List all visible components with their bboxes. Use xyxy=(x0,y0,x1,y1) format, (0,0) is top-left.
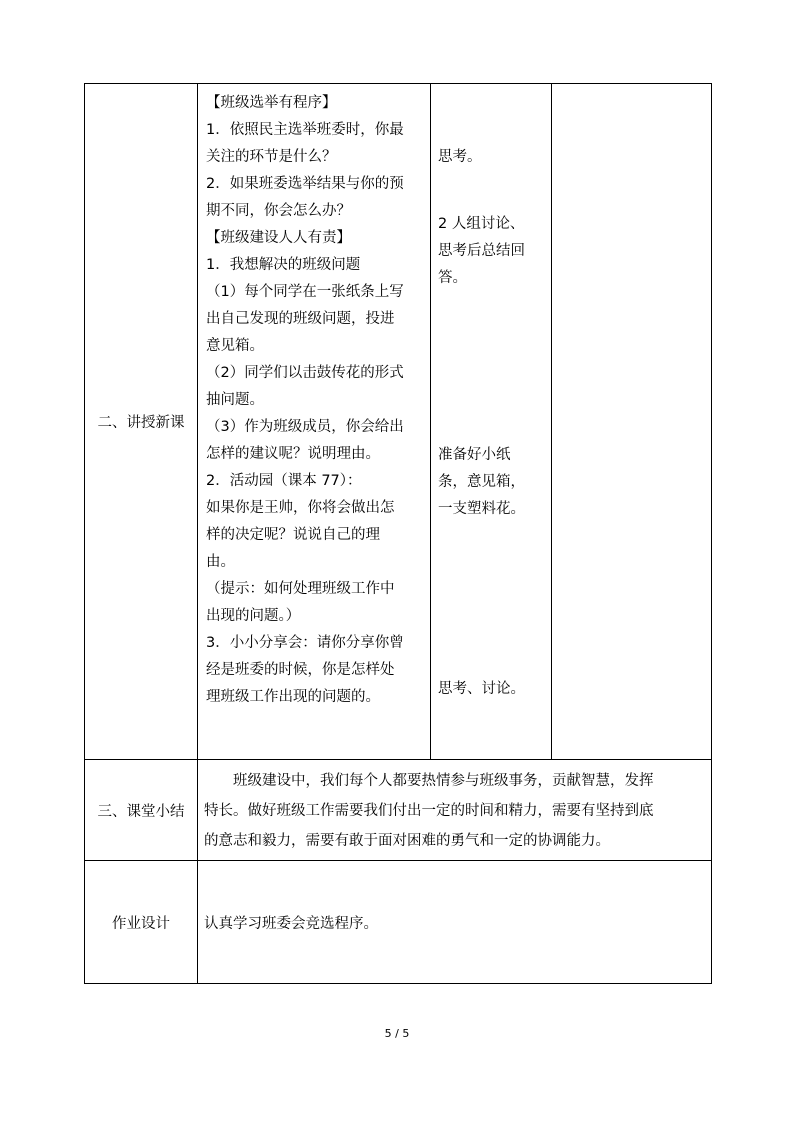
activity-line: 条，意见箱， xyxy=(438,474,525,490)
activity-line: 一支塑料花。 xyxy=(438,501,525,517)
student-activity-cell xyxy=(431,84,552,760)
content-line: （1）每个同学在一张纸条上写 xyxy=(206,284,404,300)
activity-line: 准备好小纸 xyxy=(438,447,511,463)
content-line: 2．如果班委选举结果与你的预 xyxy=(206,176,404,192)
homework-cell: 认真学习班委会竞选程序。 xyxy=(198,861,712,984)
content-line: 抽问题。 xyxy=(206,392,264,408)
content-line: 理班级工作出现的问题的。 xyxy=(206,689,380,705)
row-label-summary: 三、课堂小结 xyxy=(85,760,198,861)
activity-line: 思考、讨论。 xyxy=(438,681,525,697)
content-line: 3．小小分享会：请你分享你曾 xyxy=(206,635,404,651)
content-line: （提示：如何处理班级工作中 xyxy=(206,581,395,597)
summary-line: 的意志和毅力，需要有敢于面对困难的勇气和一定的协调能力。 xyxy=(204,833,610,849)
content-line: 期不同，你会怎么办？ xyxy=(206,203,351,219)
lesson-content-cell xyxy=(198,84,431,760)
content-line: 经是班委的时候，你是怎样处 xyxy=(206,662,395,678)
activity-think xyxy=(438,144,482,171)
content-line: 出现的问题。） xyxy=(206,608,301,624)
table-row-summary xyxy=(85,760,712,861)
content-line: 由。 xyxy=(206,554,235,570)
lesson-plan-table xyxy=(84,83,712,984)
content-line: 2．活动园（课本 77）： xyxy=(206,473,362,489)
content-line: （3）作为班级成员，你会给出 xyxy=(206,419,404,435)
content-line: 【班级选举有程序】 xyxy=(206,95,337,111)
content-line: 出自己发现的班级问题，投进 xyxy=(206,311,395,327)
activity-line: 思考。 xyxy=(438,149,482,165)
table-row-homework xyxy=(85,861,712,984)
activity-prepare xyxy=(438,442,525,523)
content-line: 1．依照民主选举班委时，你最 xyxy=(206,122,404,138)
content-line: （2）同学们以击鼓传花的形式 xyxy=(206,365,404,381)
content-line: 如果你是王帅，你将会做出怎 xyxy=(206,500,395,516)
summary-line: 特长。做好班级工作需要我们付出一定的时间和精力，需要有坚持到底 xyxy=(204,803,654,819)
content-line: 【班级建设人人有责】 xyxy=(206,230,351,246)
notes-cell xyxy=(552,84,712,760)
content-line: 关注的环节是什么？ xyxy=(206,149,337,165)
page-number: 5 / 5 xyxy=(384,1027,410,1040)
row-label-lesson: 二、讲授新课 xyxy=(85,84,198,760)
summary-line: 班级建设中，我们每个人都要热情参与班级事务，贡献智慧，发挥 xyxy=(204,773,654,789)
activity-line: 2 人组讨论、 xyxy=(438,216,525,232)
content-line: 1．我想解决的班级问题 xyxy=(206,257,361,273)
table-row-lesson xyxy=(85,84,712,760)
row-label-homework: 作业设计 xyxy=(85,861,198,984)
content-line: 怎样的建议呢？说明理由。 xyxy=(206,446,380,462)
activity-line: 答。 xyxy=(438,270,467,286)
activity-line: 思考后总结回 xyxy=(438,243,525,259)
summary-cell xyxy=(198,760,712,861)
content-line: 意见箱。 xyxy=(206,338,264,354)
content-line: 样的决定呢？说说自己的理 xyxy=(206,527,380,543)
activity-think-discuss xyxy=(438,676,525,703)
activity-discuss xyxy=(438,211,525,292)
